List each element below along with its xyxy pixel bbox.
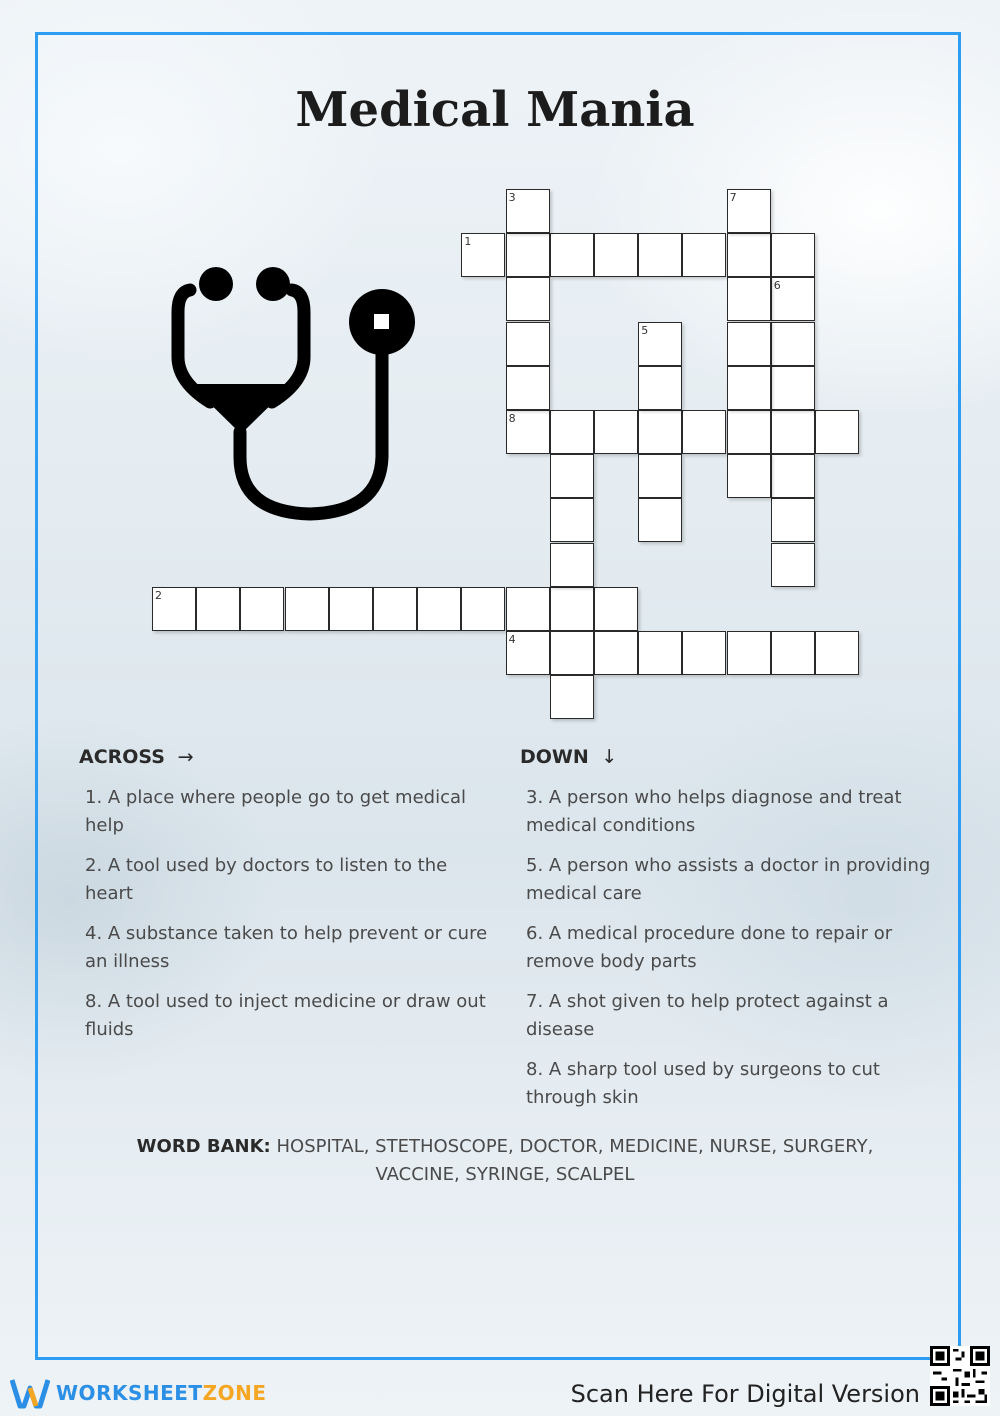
arrow-right-icon: → <box>177 746 194 768</box>
clue-number: 5 <box>641 323 649 337</box>
crossword-cell[interactable] <box>771 631 815 675</box>
clue-number: 3 <box>508 191 516 204</box>
crossword-cell[interactable] <box>506 322 550 366</box>
worksheetzone-logo[interactable] <box>10 1376 266 1410</box>
across-heading-label: ACROSS <box>79 746 165 768</box>
crossword-cell[interactable] <box>682 410 726 454</box>
crossword-cell[interactable] <box>373 587 417 631</box>
crossword-cell[interactable] <box>727 454 771 498</box>
crossword-cell[interactable] <box>461 587 505 631</box>
clue-down-7: 7. A shot given to help protect against a disease <box>526 991 889 1040</box>
crossword-cell[interactable] <box>417 587 461 631</box>
crossword-cell[interactable] <box>550 498 594 542</box>
clue-across-8: 8. A tool used to inject medicine or draw out fluids <box>85 991 486 1040</box>
crossword-cell[interactable] <box>594 233 638 277</box>
crossword-cell[interactable] <box>594 631 638 675</box>
crossword-cell[interactable] <box>594 410 638 454</box>
crossword-cell[interactable] <box>550 410 594 454</box>
crossword-cell[interactable] <box>727 366 771 410</box>
scan-text: Scan Here For Digital Version <box>570 1380 920 1408</box>
crossword-cell[interactable] <box>815 631 859 675</box>
crossword-cell[interactable] <box>682 233 726 277</box>
crossword-cell[interactable] <box>550 631 594 675</box>
logo-text-zone: ZONE <box>202 1381 267 1405</box>
arrow-down-icon: ↓ <box>601 746 618 768</box>
word-bank-words: HOSPITAL, STETHOSCOPE, DOCTOR, MEDICINE, NURSE, SURGERY, VACCINE, SYRINGE, SCALPEL <box>276 1136 874 1185</box>
crossword-cell[interactable] <box>285 587 329 631</box>
clue-across-4: 4. A substance taken to help prevent or cure an illness <box>85 923 488 972</box>
crossword-cell[interactable] <box>771 366 815 410</box>
page-title: Medical Mania <box>295 82 695 138</box>
crossword-cell[interactable] <box>550 233 594 277</box>
crossword-cell[interactable] <box>506 366 550 410</box>
down-heading-label: DOWN <box>520 746 589 768</box>
word-bank <box>110 1133 900 1189</box>
crossword-cell[interactable] <box>550 587 594 631</box>
clue-number: 7 <box>729 191 737 204</box>
clue-down-3: 3. A person who helps diagnose and treat medical conditions <box>526 787 902 836</box>
crossword-cell[interactable] <box>506 277 550 321</box>
crossword-cell[interactable] <box>240 587 284 631</box>
qr-code-icon[interactable] <box>930 1346 990 1406</box>
clue-number: 2 <box>155 588 162 602</box>
crossword-cell[interactable] <box>727 322 771 366</box>
logo-text <box>56 1381 266 1405</box>
crossword-cell[interactable] <box>771 498 815 542</box>
clue-across-1: 1. A place where people go to get medical help <box>85 787 467 836</box>
crossword-cell[interactable] <box>506 233 550 277</box>
crossword-cell[interactable] <box>815 410 859 454</box>
clue-number: 4 <box>508 633 516 646</box>
logo-w-icon <box>10 1376 50 1410</box>
crossword-cell[interactable] <box>506 410 550 454</box>
crossword-cell[interactable] <box>550 454 594 498</box>
crossword-cell[interactable] <box>727 631 771 675</box>
crossword-cell[interactable] <box>771 543 815 587</box>
crossword-cell[interactable] <box>506 189 550 233</box>
clue-number: 8 <box>508 412 516 425</box>
crossword-cell[interactable] <box>506 631 550 675</box>
crossword-cell[interactable] <box>727 233 771 277</box>
crossword-cell[interactable] <box>638 498 682 542</box>
crossword-cell[interactable] <box>682 631 726 675</box>
clue-down-8: 8. A sharp tool used by surgeons to cut through skin <box>526 1059 880 1108</box>
crossword-cell[interactable] <box>771 410 815 454</box>
down-heading <box>520 746 617 768</box>
crossword-cell[interactable] <box>506 587 550 631</box>
clue-across-2: 2. A tool used by doctors to listen to the heart <box>85 855 448 904</box>
crossword-cell[interactable] <box>638 233 682 277</box>
word-bank-label: WORD BANK: <box>136 1136 271 1157</box>
crossword-cell[interactable] <box>550 543 594 587</box>
crossword-cell[interactable] <box>638 410 682 454</box>
crossword-cell[interactable] <box>638 322 682 366</box>
crossword-cell[interactable] <box>727 189 771 233</box>
crossword-cell[interactable] <box>727 277 771 321</box>
crossword-cell[interactable] <box>638 454 682 498</box>
clue-down-5: 5. A person who assists a doctor in providing medical care <box>526 855 931 904</box>
crossword-cell[interactable] <box>638 366 682 410</box>
across-heading <box>79 746 194 768</box>
crossword-cell[interactable] <box>771 277 815 321</box>
crossword-cell[interactable] <box>638 631 682 675</box>
clue-down-6: 6. A medical procedure done to repair or remove body parts <box>526 923 893 972</box>
crossword-cell[interactable] <box>461 233 505 277</box>
crossword-cell[interactable] <box>727 410 771 454</box>
crossword-cell[interactable] <box>329 587 373 631</box>
clue-number: 6 <box>773 279 781 293</box>
crossword-cell[interactable] <box>771 322 815 366</box>
crossword-cell[interactable] <box>550 675 594 719</box>
clue-number: 1 <box>464 235 472 249</box>
crossword-cell[interactable] <box>771 454 815 498</box>
logo-text-worksheet: WORKSHEET <box>56 1381 203 1405</box>
crossword-cell[interactable] <box>196 587 240 631</box>
crossword-cell[interactable] <box>152 587 196 631</box>
crossword-cell[interactable] <box>771 233 815 277</box>
crossword-cell[interactable] <box>594 587 638 631</box>
